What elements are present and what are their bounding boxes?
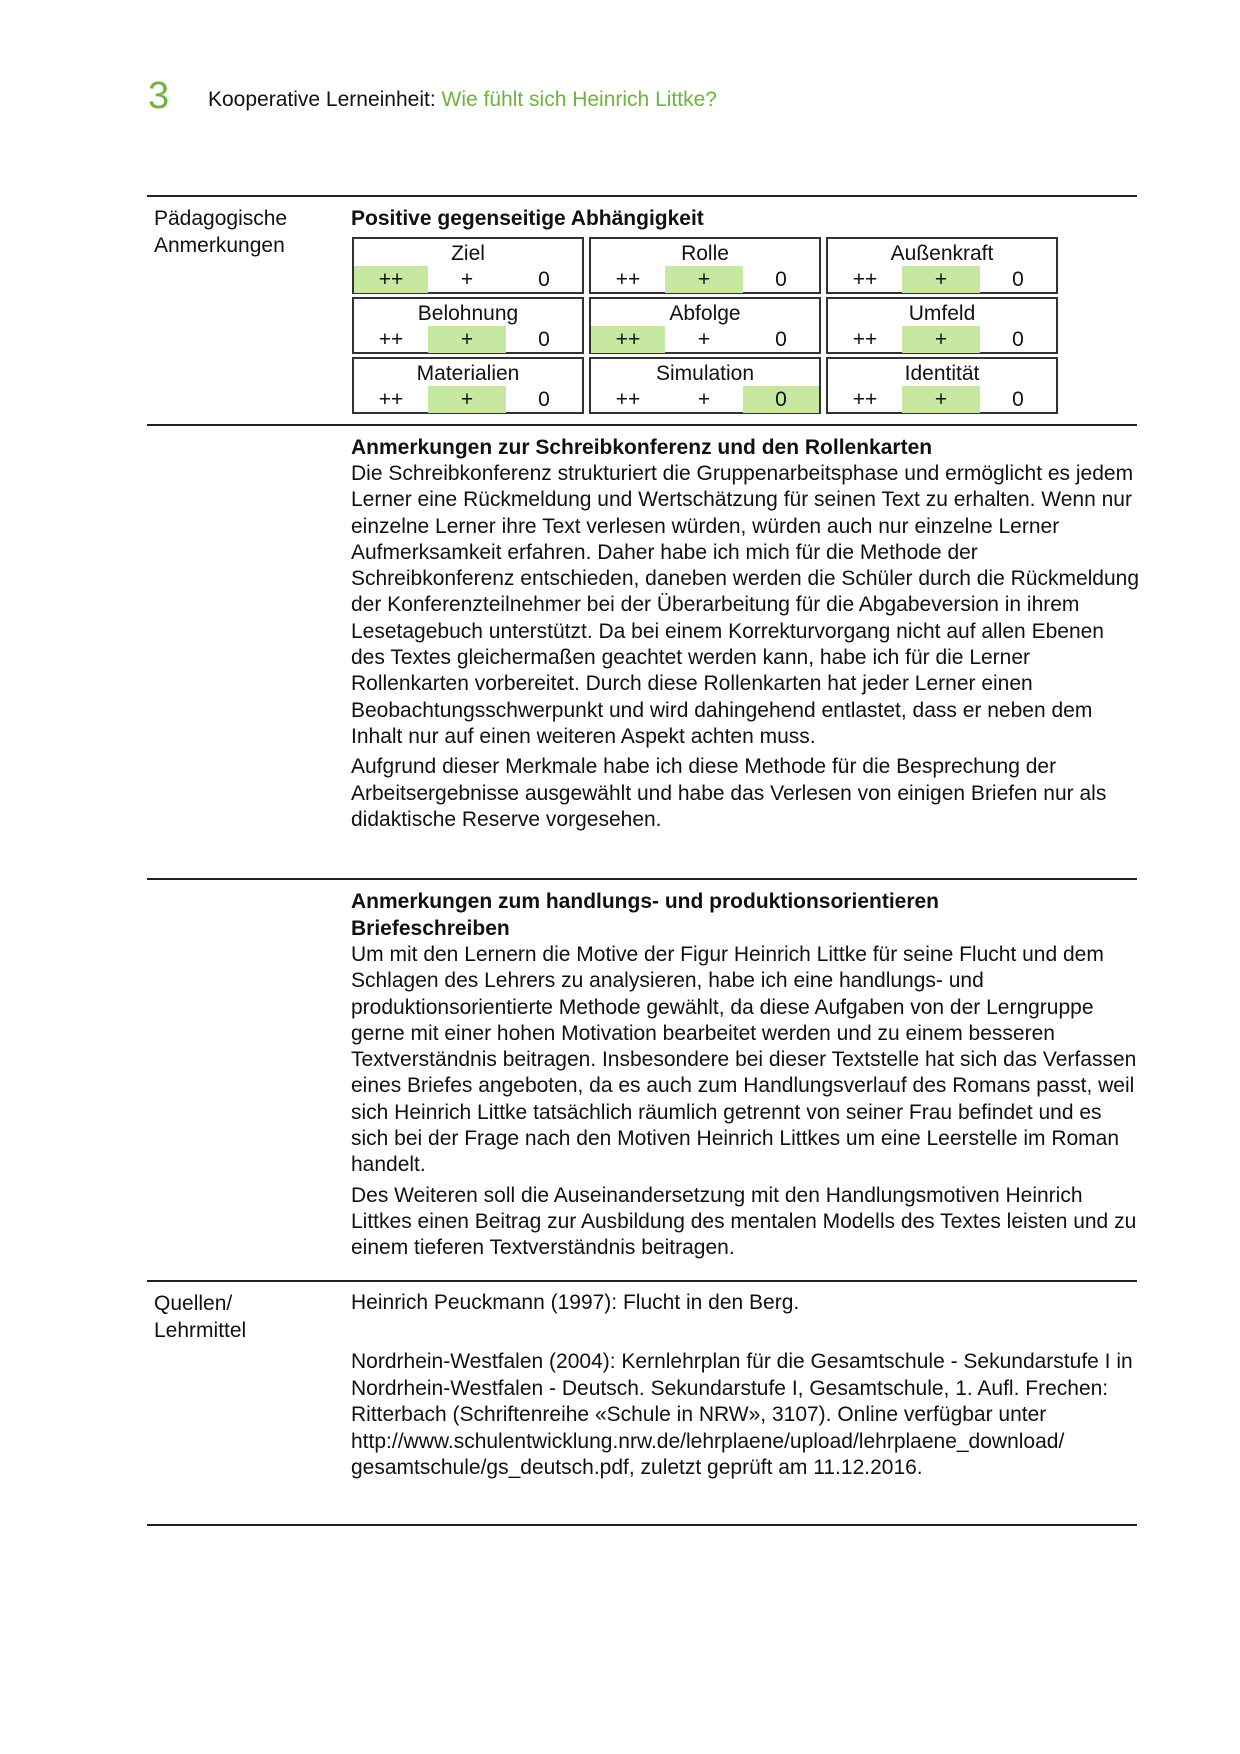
rating-cell [589,297,821,354]
rating-cell [589,357,821,414]
table-rule-bottom [147,1524,1137,1526]
chapter-title-prefix: Kooperative Lerneinheit: [208,88,442,111]
rating-value-zero: 0 [1012,268,1024,291]
section-briefeschreiben-body [351,942,1141,1266]
source-entry: Heinrich Peuckmann (1997): Flucht in den Berg. [351,1291,800,1314]
source-entry: Nordrhein-Westfalen (2004): Kernlehrplan für die Gesamtschule - Sekundarstufe I in Nordrhein-Westfalen - Deutsch. Sekundarstufe I, Gesamtschule, 1. Aufl. Frechen: Ritterbach (Schriftenreihe «Schule in NRW», 3107). Online verfügbar unter http://www.schulentwicklung.nrw.de/lehrplaene/upload/lehrplaene_download/ gesamtschule/gs_deutsch.pdf, zuletzt geprüft am 11.12.2016. [351,1350,1133,1480]
paragraph: Aufgrund dieser Merkmale habe ich diese Methode für die Besprechung der Arbeitsergebnisse ausgewählt und habe das Verlesen von einigen Briefen nur als didaktische Reserve vorgesehen. [351,755,1107,831]
row-label-quellen: Quellen/ Lehrmittel [154,1292,247,1342]
section-title: Anmerkungen zum handlungs- und produktionsorientieren Briefeschreiben [351,890,940,940]
rating-cell [352,237,584,294]
rating-value-plus-selected: + [902,266,980,293]
rating-value-plusplus: ++ [615,388,641,411]
rating-value-plus-selected: + [428,326,506,353]
rating-value-zero: 0 [538,328,550,351]
row-label-paedagogik: Pädagogische Anmerkungen [154,207,288,257]
rating-value-zero-selected: 0 [743,386,819,413]
table-rule [147,1280,1137,1282]
interdependence-ratings-grid [352,237,1060,414]
rating-value-plus: + [697,328,711,351]
rating-name: Identität [904,362,980,385]
rating-value-plus-selected: + [665,266,743,293]
rating-value-zero: 0 [775,268,787,291]
rating-value-plus-selected: + [428,386,506,413]
rating-name: Materialien [416,362,520,385]
rating-cell [826,237,1058,294]
rating-name: Ziel [451,242,485,265]
rating-name: Rolle [681,242,729,265]
table-rule [147,424,1137,426]
rating-name: Umfeld [908,302,976,325]
rating-value-zero: 0 [538,268,550,291]
section-schreibkonferenz [351,434,1141,837]
chapter-number: 3 [148,75,170,117]
chapter-title-accent: Wie fühlt sich Heinrich Littke? [441,88,717,111]
rating-cell [589,237,821,294]
rating-value-zero: 0 [1012,328,1024,351]
rating-cell [352,357,584,414]
rating-value-plusplus: ++ [378,328,404,351]
table-rule-top [147,195,1137,197]
rating-value-plus: + [697,388,711,411]
rating-value-plusplus: ++ [852,328,878,351]
rating-name: Abfolge [669,302,741,325]
rating-value-plusplus: ++ [852,268,878,291]
ratings-title: Positive gegenseitige Abhängigkeit [351,207,704,230]
rating-value-zero: 0 [1012,388,1024,411]
rating-value-zero: 0 [538,388,550,411]
rating-value-plus: + [460,268,474,291]
chapter-title [208,86,717,114]
rating-name: Belohnung [417,302,519,325]
sources-list [351,1290,1141,1486]
paragraph: Des Weiteren soll die Auseinandersetzung mit den Handlungsmotiven Heinrich Littkes einen Beitrag zur Ausbildung des mentalen Modells des Textes leisten und zu einem tieferen Textverständnis beitragen. [351,1183,1137,1260]
rating-value-plusplus-selected: ++ [354,266,428,293]
table-rule [147,878,1137,880]
rating-cell [352,297,584,354]
section-briefeschreiben [351,888,1051,942]
rating-value-zero: 0 [775,328,787,351]
rating-value-plus-selected: + [902,326,980,353]
rating-cell [826,297,1058,354]
ratings-section [351,205,1141,232]
rating-value-plusplus: ++ [615,268,641,291]
rating-name: Simulation [655,362,755,385]
rating-value-plusplus-selected: ++ [591,326,665,353]
rating-value-plus-selected: + [902,386,980,413]
rating-cell [826,357,1058,414]
rating-value-plusplus: ++ [852,388,878,411]
rating-value-plusplus: ++ [378,388,404,411]
paragraph: Die Schreibkonferenz strukturiert die Gruppenarbeitsphase und ermöglicht es jedem Lerner eine Rückmeldung und Wertschätzung für seinen Text zu erhalten. Wenn nur einzelne Lerner ihre Text verlesen würden, würden auch nur einzelne Lerner Aufmerksamkeit erfahren. Daher habe ich mich für die Methode der Schreibkonferenz entschieden, daneben werden die Schüler durch die Rückmeldung der Konferenzteilnehmer bei der Überarbeitung für die Abgabeversion in ihrem Lesetagebuch unterstützt. Da bei einem Korrekturvorgang nicht auf allen Ebenen des Textes gleichermaßen geachtet werden kann, habe ich für die Lerner Rollenkarten vorbereitet. Durch diese Rollenkarten hat jeder Lerner einen Beobachtungsschwerpunkt und wird dahingehend entlastet, dass er neben dem Inhalt nur auf einen weiteren Aspekt achten muss. [351,462,1140,748]
paragraph: Um mit den Lernern die Motive der Figur Heinrich Littke für seine Flucht und dem Schlagen des Lehrers zu analysieren, habe ich eine handlungs- und produktionsorientierte Methode gewählt, da diese Aufgaben von der Lerngruppe gerne mit einer hohen Motivation bearbeitet werden und zu einem besseren Textverständnis beitragen. Insbesondere bei dieser Textstelle hat sich das Verfassen eines Briefes angeboten, da es auch zum Handlungsverlauf des Romans passt, weil sich Heinrich Littke tatsächlich räumlich getrennt von seiner Frau befindet und es sich bei der Frage nach den Motiven Heinrich Littkes um eine Leerstelle im Roman handelt. [351,943,1137,1177]
section-title: Anmerkungen zur Schreibkonferenz und den Rollenkarten [351,436,933,459]
rating-name: Außenkraft [890,242,994,265]
